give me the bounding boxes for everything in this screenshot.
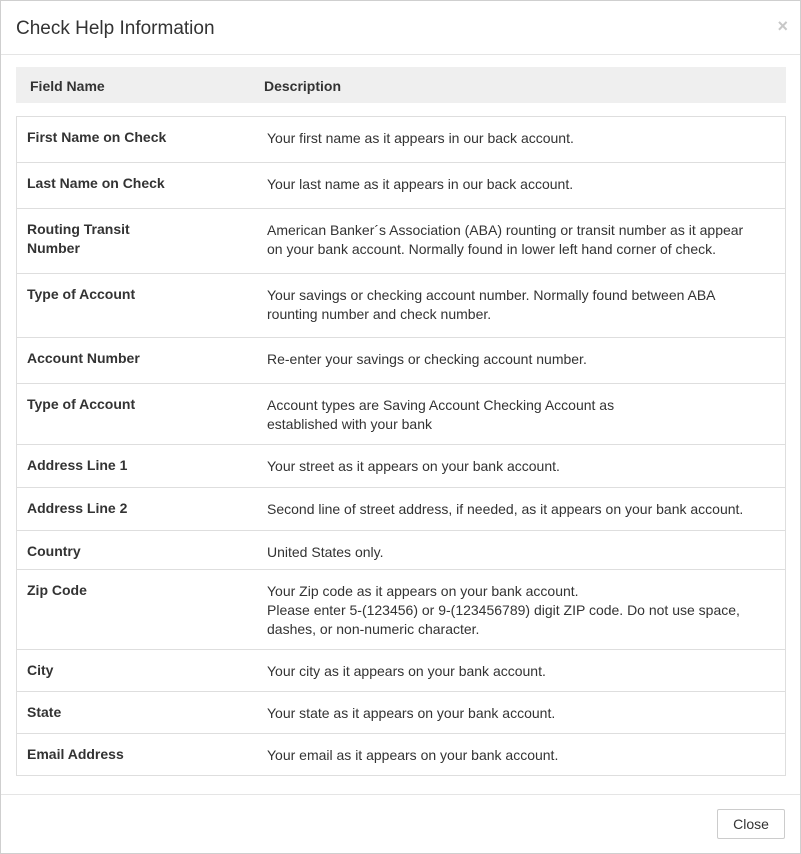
field-name-text: Type of Account: [27, 396, 136, 412]
description-text: Please enter 5-(123456) or 9-(123456789) digit ZIP code. Do not use space,: [267, 602, 740, 618]
field-name-text: Type of Account: [27, 286, 136, 302]
field-name-cell: [17, 274, 251, 338]
description-text: Your street as it appears on your bank account.: [267, 458, 560, 474]
description-text: Your state as it appears on your bank account.: [267, 705, 556, 721]
table-row: [17, 274, 786, 338]
field-name-text: First Name on Check: [27, 129, 167, 145]
description-text: Account types are Saving Account Checking Account as: [267, 397, 615, 413]
field-name-cell: [17, 734, 251, 776]
field-name-text: City: [27, 662, 54, 678]
table-row: [17, 338, 786, 384]
description-cell: [250, 650, 786, 692]
description-cell: [250, 692, 786, 734]
field-name-text: Country: [27, 543, 81, 559]
description-cell: [250, 531, 786, 570]
table-row: [17, 209, 786, 274]
dialog-header: [1, 1, 800, 55]
field-name-cell: [17, 445, 251, 488]
field-name-cell: [17, 692, 251, 734]
field-name-text: Last Name on Check: [27, 175, 165, 191]
description-text: Your last name as it appears in our back account.: [267, 176, 574, 192]
description-text: Re-enter your savings or checking account number.: [267, 351, 587, 367]
description-text: American Banker´s Association (ABA) rounting or transit number as it appear: [267, 222, 744, 238]
description-text: Your Zip code as it appears on your bank account.: [267, 583, 579, 599]
field-name-cell: [17, 570, 251, 650]
description-text: Second line of street address, if needed, as it appears on your bank account.: [267, 501, 744, 517]
field-name-cell: [17, 650, 251, 692]
field-name-text: Address Line 1: [27, 457, 128, 473]
field-name-cell: [17, 488, 251, 531]
description-text: dashes, or non-numeric character.: [267, 621, 480, 637]
description-text: rounting number and check number.: [267, 306, 492, 322]
field-name-text: State: [27, 704, 62, 720]
table-row: [17, 163, 786, 209]
table-row: [17, 117, 786, 163]
description-cell: [250, 570, 786, 650]
column-header-field-name: Field Name: [30, 78, 105, 94]
field-name-text: Zip Code: [27, 582, 87, 598]
table-row: [17, 692, 786, 734]
description-text: established with your bank: [267, 416, 432, 432]
dialog-title: Check Help Information: [16, 18, 215, 39]
table-row: [17, 570, 786, 650]
field-name-cell: [17, 384, 251, 445]
description-text: Your first name as it appears in our back account.: [267, 130, 574, 146]
description-text: on your bank account. Normally found in lower left hand corner of check.: [267, 241, 717, 257]
table-header: [16, 67, 786, 103]
field-name-cell: [17, 531, 251, 570]
description-cell: [250, 488, 786, 531]
description-cell: [250, 734, 786, 776]
close-icon[interactable]: ×: [777, 16, 788, 36]
description-cell: [250, 274, 786, 338]
description-cell: [250, 163, 786, 209]
description-cell: [250, 445, 786, 488]
table-row: [17, 445, 786, 488]
table-row: [17, 384, 786, 445]
description-text: United States only.: [267, 544, 384, 560]
description-cell: [250, 338, 786, 384]
description-text: Your city as it appears on your bank account.: [267, 663, 546, 679]
dialog-footer: [1, 794, 800, 854]
field-name-cell: [17, 117, 251, 163]
description-cell: [250, 209, 786, 274]
table-row: [17, 650, 786, 692]
help-table: [16, 116, 786, 776]
column-header-description: Description: [264, 78, 342, 94]
field-name-text: Address Line 2: [27, 500, 128, 516]
table-row: [17, 531, 786, 570]
table-row: [17, 734, 786, 776]
field-name-text: Number: [27, 240, 80, 256]
field-name-cell: [17, 338, 251, 384]
field-name-cell: [17, 209, 251, 274]
field-name-text: Email Address: [27, 746, 124, 762]
field-name-cell: [17, 163, 251, 209]
field-name-text: Routing Transit: [27, 221, 130, 237]
description-text: Your savings or checking account number. Normally found between ABA: [267, 287, 716, 303]
field-name-text: Account Number: [27, 350, 140, 366]
description-text: Your email as it appears on your bank account.: [267, 747, 559, 763]
table-row: [17, 488, 786, 531]
description-cell: [250, 117, 786, 163]
description-cell: [250, 384, 786, 445]
close-button[interactable]: Close: [717, 809, 785, 839]
